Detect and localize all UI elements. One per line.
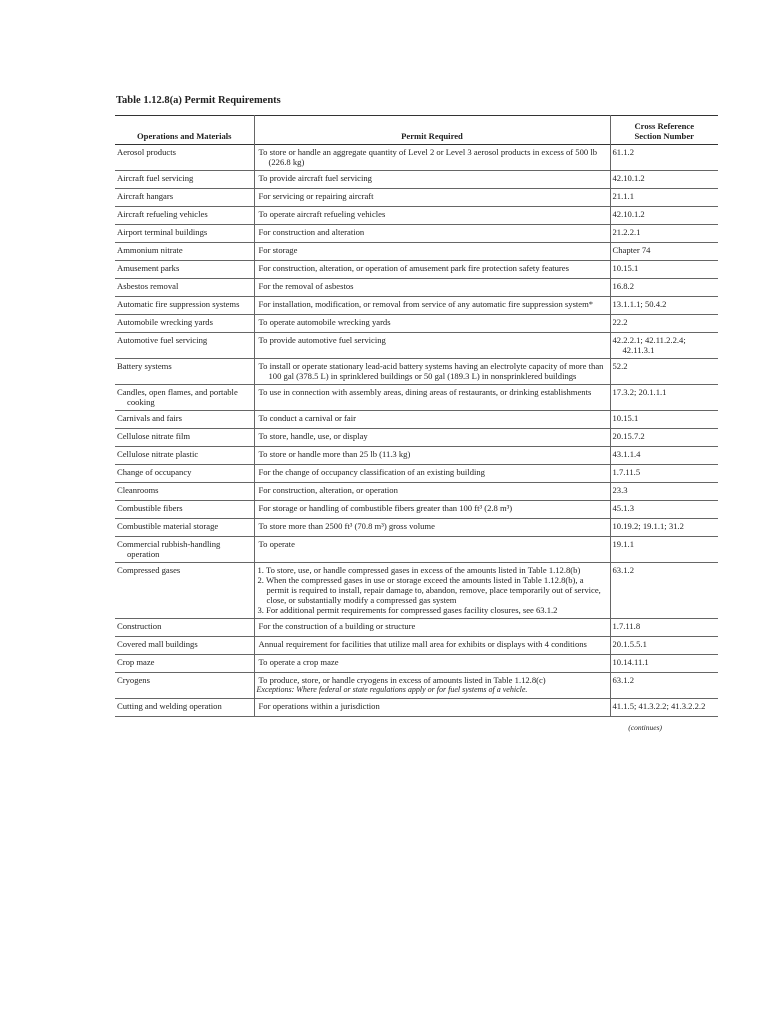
operation-cell: Automobile wrecking yards	[115, 315, 254, 333]
header-permit: Permit Required	[254, 116, 610, 145]
permit-text: To provide aircraft fuel servicing	[258, 173, 372, 183]
reference-cell: 1.7.11.8	[610, 619, 718, 637]
table-row	[115, 385, 718, 411]
operation-cell: Airport terminal buildings	[115, 225, 254, 243]
permit-cell	[254, 359, 610, 385]
table-row	[115, 447, 718, 465]
table-row	[115, 655, 718, 673]
permit-cell	[254, 225, 610, 243]
table-row	[115, 225, 718, 243]
permit-text: To produce, store, or handle cryogens in excess of amounts listed in Table 1.12.8(c)	[258, 675, 546, 685]
operation-cell: Commercial rubbish-handling operation	[115, 537, 254, 563]
operation-cell: Cleanrooms	[115, 483, 254, 501]
table-row	[115, 537, 718, 563]
table-row	[115, 465, 718, 483]
header-operations: Operations and Materials	[136, 131, 232, 141]
reference-cell: 61.1.2	[610, 145, 718, 171]
permit-text: To operate aircraft refueling vehicles	[258, 209, 386, 219]
operation-cell: Aerosol products	[115, 145, 254, 171]
permit-cell	[254, 699, 610, 717]
table-row	[115, 315, 718, 333]
reference-cell: 43.1.1.4	[610, 447, 718, 465]
permit-text: Annual requirement for facilities that utilize mall area for exhibits or displays with 4 conditions	[258, 639, 587, 649]
permit-text: To operate	[258, 539, 295, 549]
reference-cell: 42.2.2.1; 42.11.2.2.4; 42.11.3.1	[610, 333, 718, 359]
permit-cell	[254, 171, 610, 189]
continued-note: (continues)	[628, 723, 662, 732]
header-cross-reference-line2: Section Number	[634, 131, 694, 141]
reference-cell: 63.1.2	[610, 563, 718, 619]
permit-cell	[254, 655, 610, 673]
reference-cell: 63.1.2	[610, 673, 718, 699]
permit-text: For the construction of a building or structure	[258, 621, 416, 631]
table-row	[115, 563, 718, 619]
table-row	[115, 673, 718, 699]
permit-cell	[254, 637, 610, 655]
permit-item: 3. For additional permit requirements for compressed gases facility closures, see 63.1.2	[257, 605, 558, 615]
table-row	[115, 429, 718, 447]
permit-cell	[254, 563, 610, 619]
reference-cell: 23.3	[610, 483, 718, 501]
permit-text: To store, handle, use, or display	[258, 431, 368, 441]
operation-cell: Battery systems	[115, 359, 254, 385]
permit-cell	[254, 207, 610, 225]
reference-cell: 16.8.2	[610, 279, 718, 297]
operation-cell: Aircraft refueling vehicles	[115, 207, 254, 225]
permit-cell	[254, 279, 610, 297]
permit-cell	[254, 385, 610, 411]
permit-text: For storage	[258, 245, 298, 255]
operation-cell: Ammonium nitrate	[115, 243, 254, 261]
permit-text: To provide automotive fuel servicing	[258, 335, 386, 345]
table-row	[115, 637, 718, 655]
permit-cell	[254, 429, 610, 447]
permit-cell	[254, 501, 610, 519]
permit-text: For the removal of asbestos	[258, 281, 354, 291]
reference-cell: 20.1.5.5.1	[610, 637, 718, 655]
permit-cell	[254, 411, 610, 429]
table-header-row	[115, 116, 718, 145]
permit-text: For the change of occupancy classification of an existing building	[258, 467, 485, 477]
operation-cell: Asbestos removal	[115, 279, 254, 297]
table-row	[115, 243, 718, 261]
table-row	[115, 619, 718, 637]
operation-cell: Automatic fire suppression systems	[115, 297, 254, 315]
operation-cell: Covered mall buildings	[115, 637, 254, 655]
permit-text: For operations within a jurisdiction	[258, 701, 380, 711]
operation-cell: Automotive fuel servicing	[115, 333, 254, 359]
operation-cell: Aircraft hangars	[115, 189, 254, 207]
permit-cell	[254, 315, 610, 333]
table-row	[115, 145, 718, 171]
table-row	[115, 261, 718, 279]
reference-cell: 10.19.2; 19.1.1; 31.2	[610, 519, 718, 537]
reference-cell: 21.2.2.1	[610, 225, 718, 243]
operation-cell: Change of occupancy	[115, 465, 254, 483]
operation-cell: Combustible fibers	[115, 501, 254, 519]
permit-text: For construction, alteration, or operation of amusement park fire protection safety features	[258, 263, 569, 273]
reference-cell: 20.15.7.2	[610, 429, 718, 447]
reference-cell: 22.2	[610, 315, 718, 333]
table-row	[115, 483, 718, 501]
permit-cell	[254, 261, 610, 279]
reference-cell: 21.1.1	[610, 189, 718, 207]
operation-cell: Amusement parks	[115, 261, 254, 279]
reference-cell: 19.1.1	[610, 537, 718, 563]
reference-cell: 10.15.1	[610, 261, 718, 279]
table-row	[115, 699, 718, 717]
permit-cell	[254, 145, 610, 171]
table-row	[115, 411, 718, 429]
permit-cell	[254, 189, 610, 207]
reference-cell: 13.1.1.1; 50.4.2	[610, 297, 718, 315]
permit-exception: Exceptions: Where federal or state regulations apply or for fuel systems of a vehicle.	[256, 685, 528, 694]
permit-cell	[254, 519, 610, 537]
permit-cell	[254, 297, 610, 315]
header-cross-reference-line1: Cross Reference	[634, 121, 695, 131]
permit-text: For storage or handling of combustible fibers greater than 100 ft³ (2.8 m³)	[258, 503, 513, 513]
permit-text: For construction, alteration, or operation	[258, 485, 398, 495]
permit-text: For servicing or repairing aircraft	[258, 191, 374, 201]
operation-cell: Compressed gases	[115, 563, 254, 619]
table-row	[115, 279, 718, 297]
operation-cell: Carnivals and fairs	[115, 411, 254, 429]
table-row	[115, 189, 718, 207]
reference-cell: 10.14.11.1	[610, 655, 718, 673]
permit-text: To store or handle an aggregate quantity of Level 2 or Level 3 aerosol products in excess of 500 lb (226.8 kg)	[258, 147, 598, 167]
table-row	[115, 501, 718, 519]
permit-text: To store or handle more than 25 lb (11.3 kg)	[258, 449, 411, 459]
operation-cell: Cellulose nitrate plastic	[115, 447, 254, 465]
operation-cell: Cutting and welding operation	[115, 699, 254, 717]
reference-cell: 42.10.1.2	[610, 171, 718, 189]
table-row	[115, 297, 718, 315]
permit-text: To operate automobile wrecking yards	[258, 317, 391, 327]
reference-cell: 10.15.1	[610, 411, 718, 429]
permit-cell	[254, 673, 610, 699]
operation-cell: Aircraft fuel servicing	[115, 171, 254, 189]
reference-cell: 17.3.2; 20.1.1.1	[610, 385, 718, 411]
permit-cell	[254, 243, 610, 261]
reference-cell: 45.1.3	[610, 501, 718, 519]
permit-cell	[254, 537, 610, 563]
reference-cell: 42.10.1.2	[610, 207, 718, 225]
operation-cell: Construction	[115, 619, 254, 637]
permit-item: 1. To store, use, or handle compressed gases in excess of the amounts listed in Table 1.12.8(b)	[257, 565, 581, 575]
reference-cell: Chapter 74	[610, 243, 718, 261]
table-row	[115, 519, 718, 537]
table-row	[115, 171, 718, 189]
permit-text: To operate a crop maze	[258, 657, 339, 667]
permit-cell	[254, 619, 610, 637]
permit-text: To conduct a carnival or fair	[258, 413, 356, 423]
permit-cell	[254, 333, 610, 359]
permit-text: To install or operate stationary lead-acid battery systems having an electrolyte capacity of more than 100 gal (378.5 L) in sprinklered buildings or 50 gal (189.3 L) in nonsprinklered buildings	[258, 361, 604, 381]
permit-requirements-table	[115, 115, 718, 717]
operation-cell: Candles, open flames, and portable cooking	[115, 385, 254, 411]
reference-cell: 52.2	[610, 359, 718, 385]
permit-item: 2. When the compressed gases in use or storage exceed the amounts listed in Table 1.12.8(b), a permit is required to install, repair damage to, abandon, remove, place temporarily out of service, close, or substantially modify a compressed gas system	[257, 575, 601, 605]
operation-cell: Cellulose nitrate film	[115, 429, 254, 447]
permit-text: For installation, modification, or removal from service of any automatic fire suppression system*	[258, 299, 594, 309]
table-body	[115, 145, 718, 717]
table-row	[115, 333, 718, 359]
operation-cell: Combustible material storage	[115, 519, 254, 537]
document-page	[115, 95, 706, 732]
reference-cell: 41.1.5; 41.3.2.2; 41.3.2.2.2	[610, 699, 718, 717]
permit-cell	[254, 447, 610, 465]
reference-cell: 1.7.11.5	[610, 465, 718, 483]
table-title: Table 1.12.8(a) Permit Requirements	[116, 95, 281, 106]
permit-cell	[254, 465, 610, 483]
table-row	[115, 359, 718, 385]
permit-text: To use in connection with assembly areas, dining areas of restaurants, or drinking establishments	[258, 387, 592, 397]
permit-text: For construction and alteration	[258, 227, 365, 237]
table-row	[115, 207, 718, 225]
permit-text: To store more than 2500 ft³ (70.8 m³) gross volume	[258, 521, 435, 531]
operation-cell: Cryogens	[115, 673, 254, 699]
operation-cell: Crop maze	[115, 655, 254, 673]
header-cross-reference	[610, 116, 718, 145]
permit-cell	[254, 483, 610, 501]
